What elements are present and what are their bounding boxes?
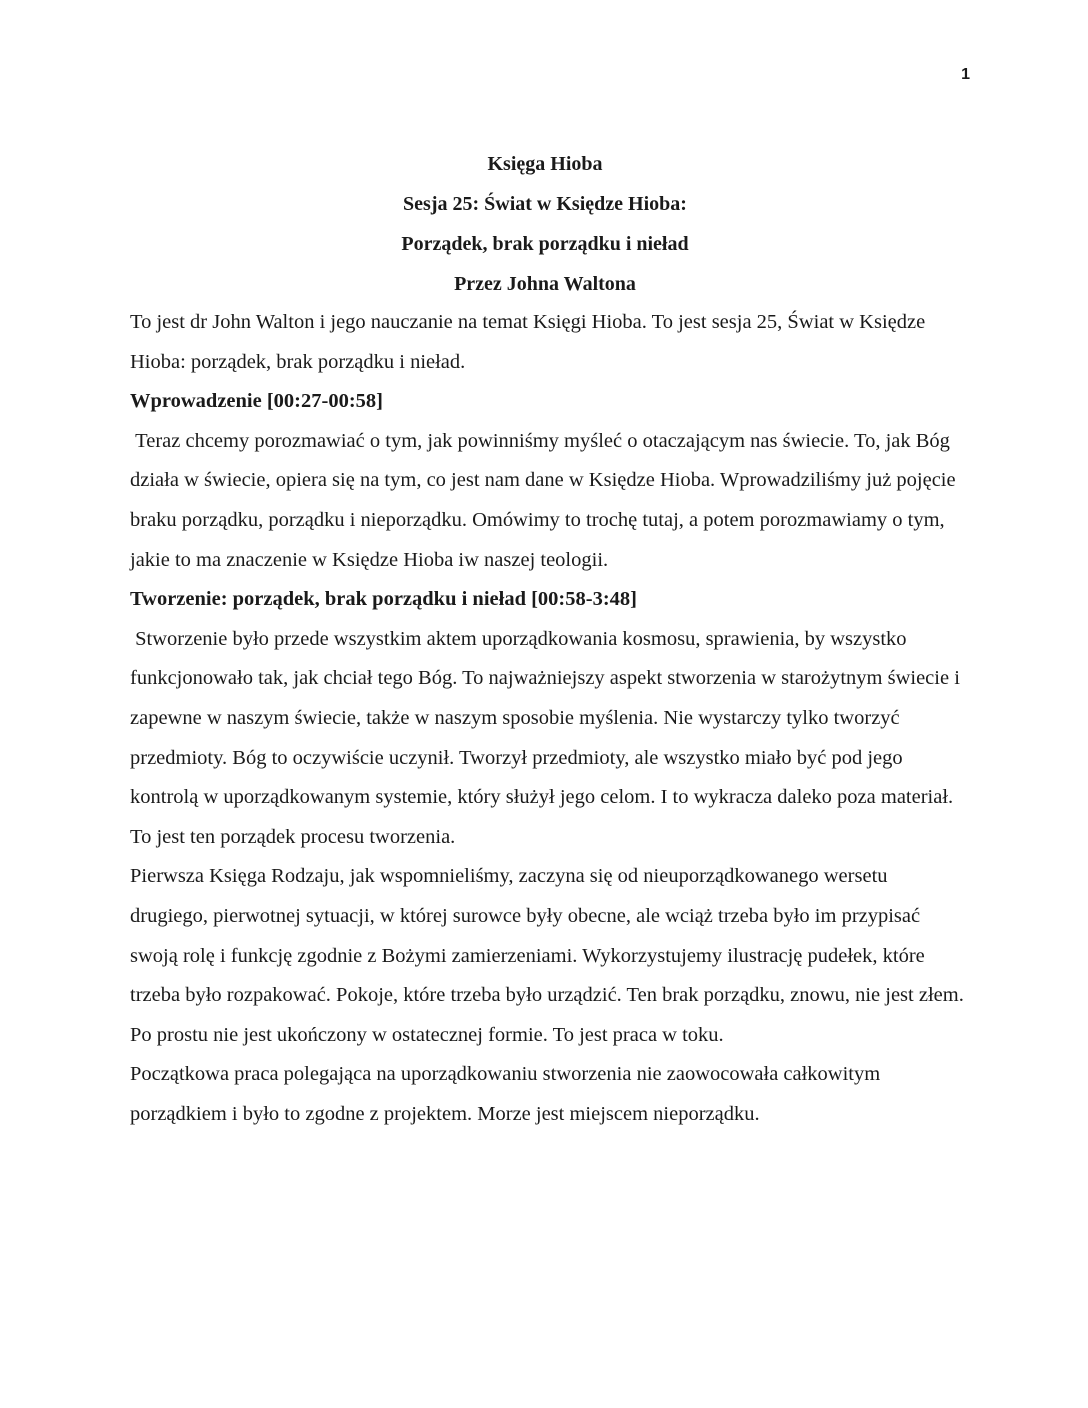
section-heading-introduction: Wprowadzenie [00:27-00:58] (130, 390, 383, 413)
page-number: 1 (961, 66, 970, 83)
creation-paragraph-2: Pierwsza Księga Rodzaju, jak wspomnieliśmy, zaczyna się od nieuporządkowanego wersetu drugiego, pierwotnej sytuacji, w której surowce były obecne, ale wciąż trzeba było im przypisać swoją rolę i funkcję zgodnie z Bożymi zamierzeniami. Wykorzystujemy ilustrację pudełek, które trzeba było rozpakować. Pokoje, które trzeba było urządzić. Ten brak porządku, znowu, nie jest złem. Po prostu nie jest ukończony w ostatecznej formie. To jest praca w toku. (130, 865, 964, 1046)
intro-paragraph: To jest dr John Walton i jego nauczanie na temat Księgi Hioba. To jest sesja 25, Świat w Księdze Hioba: porządek, brak porządku i nieład. (130, 311, 926, 373)
section-heading-creation: Tworzenie: porządek, brak porządku i nieład [00:58-3:48] (130, 588, 637, 611)
session-subtitle: Porządek, brak porządku i nieład (401, 233, 689, 255)
creation-paragraph-1 (130, 620, 965, 858)
author-line: Przez Johna Waltona (454, 273, 636, 295)
document-title-block (130, 144, 960, 304)
session-title: Sesja 25: Świat w Księdze Hioba: (403, 193, 687, 215)
introduction-paragraph (130, 422, 965, 580)
creation-paragraph-3: Początkowa praca polegająca na uporządkowaniu stworzenia nie zaowocowała całkowitym porządkiem i było to zgodne z projektem. Morze jest miejscem nieporządku. (130, 1063, 881, 1125)
introduction-paragraph-text: Teraz chcemy porozmawiać o tym, jak powinniśmy myśleć o otaczającym nas świecie. To, jak Bóg działa w świecie, opiera się na tym, co jest nam dane w Księdze Hioba. Wprowadziliśmy już pojęcie braku porządku, porządku i nieporządku. Omówimy to trochę tutaj, a potem porozmawiamy o tym, jakie to ma znaczenie w Księdze Hioba iw naszej teologii. (130, 429, 956, 571)
book-title: Księga Hioba (487, 153, 603, 175)
document-body (130, 303, 965, 1134)
creation-paragraph-1-text: Stworzenie było przede wszystkim aktem uporządkowania kosmosu, sprawienia, by wszystko funkcjonowało tak, jak chciał tego Bóg. To najważniejszy aspekt stworzenia w starożytnym świecie i zapewne w naszym świecie, także w naszym sposobie myślenia. Nie wystarczy tylko tworzyć przedmioty. Bóg to oczywiście uczynił. Tworzył przedmioty, ale wszystko miało być pod jego kontrolą w uporządkowanym systemie, który służył jego celom. I to wykracza daleko poza materiał. To jest ten porządek procesu tworzenia. (130, 627, 960, 848)
